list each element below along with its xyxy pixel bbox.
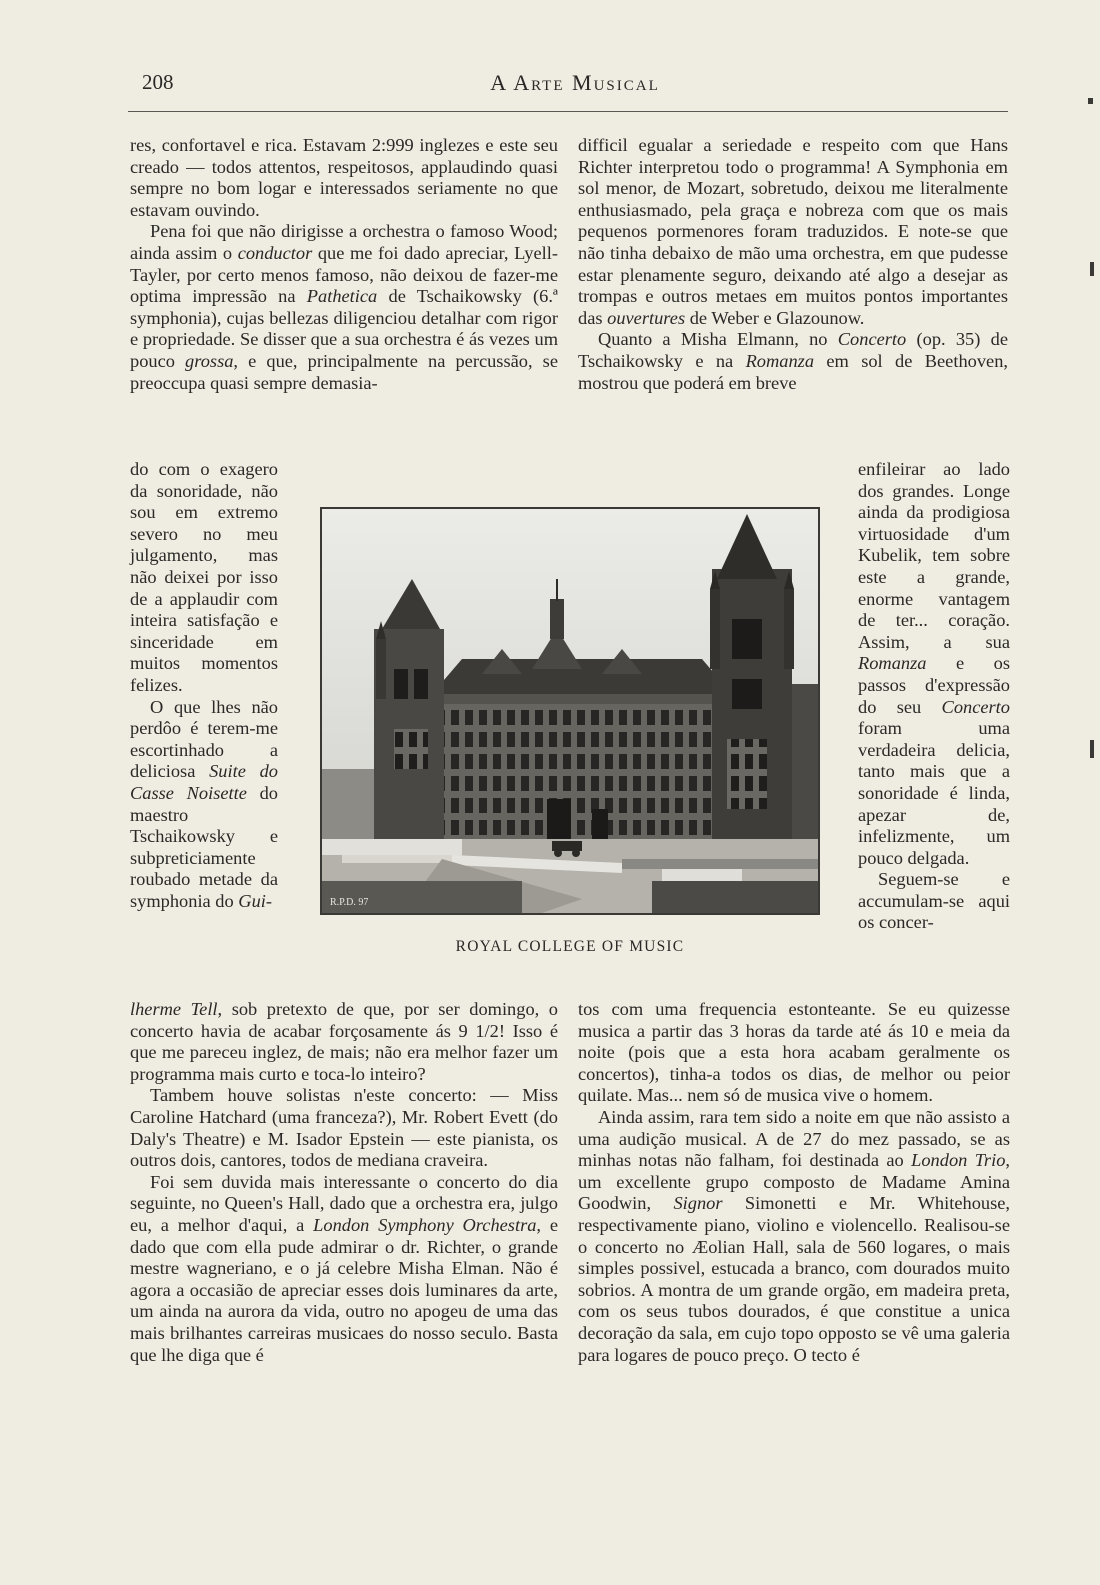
figure-caption: ROYAL COLLEGE OF MUSIC — [455, 938, 685, 955]
left-column-top — [130, 135, 558, 394]
italic-title: Concerto — [837, 329, 907, 350]
paragraph: enfileirar ao lado dos grandes. Longe ainda da prodigiosa virtuosidade d'um Kubelik, tem sobre este a grande, enorme vantagem de ter... coração. Assim, a sua Romanza e os passos d'expressão do seu Concerto foram uma verdadeira delicia, tanto mais que a sonoridade é linda, apezar de, infelizmente, um pouco delgada. — [858, 459, 1010, 868]
page-header — [140, 70, 1010, 102]
right-column-bottom — [578, 999, 1010, 1366]
italic-title: London Symphony Orchestra — [313, 1214, 537, 1235]
italic-title: Suite do Casse Noisette — [130, 761, 279, 803]
paragraph: do com o exagero da sonoridade, não sou em extremo severo no meu julgamento, mas não deixei por isso de a applaudir com inteira satisfação e sinceridade em muitos momentos felizes. — [130, 459, 278, 695]
running-title: A Arte Musical — [490, 70, 660, 95]
royal-college-photo — [320, 507, 820, 915]
scan-mark — [1090, 740, 1094, 758]
right-column-top — [578, 135, 1008, 394]
paragraph: lherme Tell, sob pretexto de que, por ser domingo, o concerto havia de acabar forçosamente ás 9 1/2! Isso é que me pareceu inglez, de mais; não era melhor fazer um programma mais curto e toca-lo inteiro? — [130, 999, 558, 1084]
italic-term: grossa — [185, 350, 234, 371]
italic-title: Romanza — [745, 350, 815, 371]
right-column-narrow — [858, 459, 1010, 934]
left-column-bottom — [130, 999, 558, 1366]
italic-term: conductor — [237, 242, 313, 263]
header-rule — [128, 111, 1008, 112]
italic-title: Romanza — [858, 653, 927, 674]
italic-term: Signor — [673, 1193, 723, 1214]
paragraph: Seguem-se e accumulam-se aqui os concer- — [858, 869, 1010, 933]
paragraph: difficil egualar a seriedade e respeito com que Hans Richter interpretou todo o programma! A Symphonia em sol menor, de Mozart, sobretudo, deixou me literalmente enthusiasmado, pela graça e nobreza com que os mais pequenos pormenores foram traduzidos. E note-se que não tinha debaixo de mão uma orchestra, em que pudesse estar plenamente seguro, deixando até algo a desejar as trompas e outros metaes em muitos pontos importantes das ouvertures de Weber e Glazounow. — [578, 135, 1008, 328]
paragraph: res, confortavel e rica. Estavam 2:999 inglezes e este seu creado — todos attentos, respeitosos, applaudindo quasi sempre no bom logar e interessados seriamente no que estavam ouvindo. — [130, 135, 558, 220]
paragraph: Tambem houve solistas n'este concerto: — Miss Caroline Hatchard (uma franceza?), Mr. Robert Evett (do Daly's Theatre) e M. Isador Epstein — este pianista, os outros dois, cantores, todos de mediana craveira. — [130, 1085, 558, 1171]
paragraph: Foi sem duvida mais interessante o concerto do dia seguinte, no Queen's Hall, dado que a orchestra era, julgo eu, a melhor d'aqui, a London Symphony Orchestra, e dado que com ella pude admirar o dr. Richter, o grande mestre wagneriano, e o já celebre Misha Elman. Não é agora a occasião de apreciar esses dois luminares da arte, um ainda na aurora da vida, outro no apogeu de uma das mais brilhantes carreiras musicaes do nosso seculo. Basta que lhe diga que é — [130, 1171, 558, 1365]
italic-title: Gui- — [238, 890, 273, 911]
paragraph: Ainda assim, rara tem sido a noite em que não assisto a uma audição musical. A de 27 do mez passado, se as minhas notas não falham, foi destinada ao London Trio, um excellente grupo composto de Madame Amina Goodwin, Signor Simonetti e Mr. Whitehouse, respectivamente piano, violino e violencello. Realisou-se o concerto no Æolian Hall, sala de 560 logares, o mais simples possivel, estucada a branco, com dourados muito sobrios. A montra de um grande orgão, em madeira preta, com os seus tubos dourados, é que constitue a unica decoração da sala, em cujo topo opposto se vê uma galeria para logares de pouco preço. O tecto é — [578, 1106, 1011, 1365]
italic-title: lherme Tell — [130, 999, 218, 1019]
scan-mark — [1090, 262, 1094, 276]
italic-title: Pathetica — [306, 286, 378, 307]
fraction: 1/2 — [475, 1020, 499, 1041]
left-column-narrow — [130, 459, 278, 912]
building-illustration — [322, 509, 818, 913]
paragraph: Quanto a Misha Elmann, no Concerto (op. 35) de Tschaikowsky e na Romanza em sol de Beethoven, mostrou que poderá em breve — [578, 329, 1008, 393]
page-number: 208 — [142, 70, 174, 94]
scan-mark — [1088, 98, 1093, 104]
paragraph: O que lhes não perdôo é terem-me escortinhado a deliciosa Suite do Casse Noisette do maestro Tschaikowsky e subpreticiamente roubado metade da symphonia do Gui- — [130, 696, 279, 911]
italic-term: ouvertures — [607, 307, 686, 328]
paragraph: Pena foi que não dirigisse a orchestra o famoso Wood; ainda assim o conductor que me foi dado apreciar, Lyell-Tayler, por certo menos famoso, não deixou de fazer-me optima impressão na Pathetica de Tschaikowsky (6.ª symphonia), cujas bellezas diligenciou detalhar com rigor e propriedade. Se disser que a sua orchestra é ás vezes um pouco grossa, e que, principalmente na percussão, se preoccupa quasi sempre demasia- — [130, 221, 559, 393]
photo-signature: R.P.D. 97 — [330, 897, 369, 908]
italic-title: London Trio — [911, 1150, 1006, 1171]
paragraph: tos com uma frequencia estonteante. Se eu quizesse musica a partir das 3 horas da tarde até ás 10 e meia da noite (pois que a esta hora acabam geralmente os concertos), tinha-a todos os dias, de melhor ou peior quilate. Mas... nem só de musica vive o homem. — [578, 999, 1010, 1106]
italic-title: Concerto — [941, 696, 1010, 717]
